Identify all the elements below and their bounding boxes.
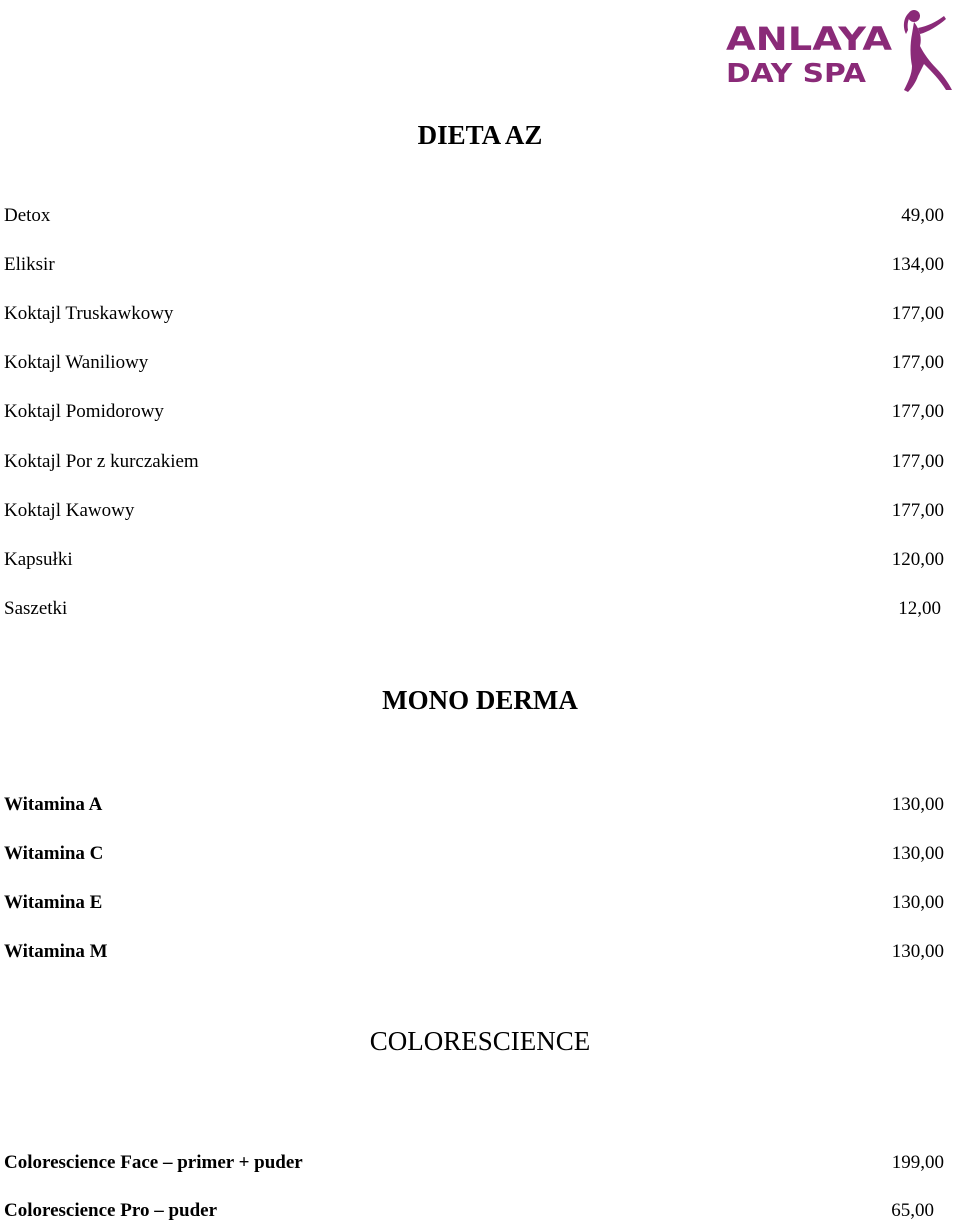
logo-graphic — [722, 4, 958, 94]
list-item — [4, 839, 946, 869]
item-price: 49,00 — [901, 205, 944, 226]
list-item — [4, 201, 946, 231]
list-item — [4, 348, 946, 378]
list-item — [4, 299, 946, 329]
item-name: Koktajl Kawowy — [4, 500, 135, 521]
item-name: Koktajl Waniliowy — [4, 352, 149, 373]
list-item — [4, 1148, 946, 1178]
list-item — [4, 545, 946, 575]
item-name: Saszetki — [4, 598, 68, 619]
list-item — [4, 1196, 946, 1226]
list-item — [4, 594, 946, 624]
list-item — [4, 397, 946, 427]
item-price: 120,00 — [891, 549, 944, 570]
brand-logo — [722, 4, 958, 94]
item-price: 177,00 — [891, 352, 944, 373]
section-title-mono-derma: MONO DERMA — [382, 685, 578, 715]
item-name: Colorescience Face – primer + puder — [4, 1152, 303, 1173]
item-price: 130,00 — [891, 794, 944, 815]
item-price: 199,00 — [891, 1152, 944, 1173]
item-name: Kapsułki — [4, 549, 73, 570]
item-name: Witamina A — [4, 794, 103, 815]
item-name: Eliksir — [4, 254, 55, 275]
item-price: 134,00 — [891, 254, 944, 275]
item-price: 65,00 — [891, 1200, 934, 1221]
list-item — [4, 250, 946, 280]
item-name: Koktajl Truskawkowy — [4, 303, 174, 324]
dancer-figure-icon — [904, 10, 952, 92]
item-name: Witamina M — [4, 941, 108, 962]
item-name: Koktajl Pomidorowy — [4, 401, 164, 422]
item-price: 177,00 — [891, 401, 944, 422]
item-price: 130,00 — [891, 843, 944, 864]
list-item — [4, 937, 946, 967]
item-name: Witamina C — [4, 843, 104, 864]
list-item — [4, 790, 946, 820]
item-price: 130,00 — [891, 941, 944, 962]
item-price: 177,00 — [891, 500, 944, 521]
list-item — [4, 496, 946, 526]
list-item — [4, 447, 946, 477]
item-name: Detox — [4, 205, 51, 226]
item-price: 177,00 — [891, 451, 944, 472]
item-name: Koktajl Por z kurczakiem — [4, 451, 199, 472]
item-price: 177,00 — [891, 303, 944, 324]
logo-line2: DAY SPA — [726, 59, 866, 89]
section-title-dieta: DIETA AZ — [417, 120, 543, 150]
list-item — [4, 888, 946, 918]
item-name: Colorescience Pro – puder — [4, 1200, 218, 1221]
section-title-colorescience: COLORESCIENCE — [369, 1026, 591, 1056]
item-price: 12,00 — [898, 598, 941, 619]
logo-line1: ANLAYA — [726, 20, 893, 58]
item-name: Witamina E — [4, 892, 103, 913]
item-price: 130,00 — [891, 892, 944, 913]
